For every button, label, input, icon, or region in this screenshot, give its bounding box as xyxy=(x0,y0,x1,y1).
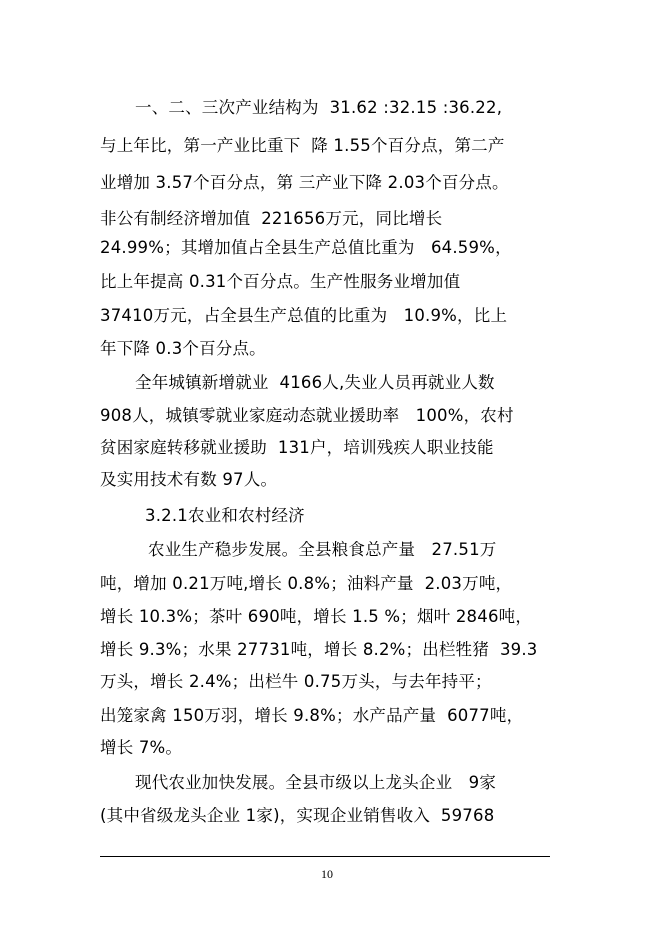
text-line: 一、二、三次产业结构为 31.62 :32.15 :36.22, xyxy=(135,98,503,117)
text-line: 比上年提高 0.31个百分点。生产性服务业增加值 xyxy=(100,272,461,291)
text-line: 908人，城镇零就业家庭动态就业援助率 100%，农村 xyxy=(100,406,514,425)
text-line: 全年城镇新增就业 4166人,失业人员再就业人数 xyxy=(135,373,495,392)
text-line: 增长 9.3%；水果 27731吨，增长 8.2%；出栏牲猪 39.3 xyxy=(100,640,538,659)
text-line: 万头，增长 2.4%；出栏牛 0.75万头，与去年持平； xyxy=(100,672,492,691)
text-line: 37410万元，占全县生产总值的比重为 10.9%，比上 xyxy=(100,306,508,325)
footer-divider xyxy=(100,856,550,857)
text-line: 出笼家禽 150万羽，增长 9.8%；水产品产量 6077吨， xyxy=(100,706,524,725)
text-line: 增长 7%。 xyxy=(100,738,183,757)
text-line: 吨，增加 0.21万吨,增长 0.8%；油料产量 2.03万吨， xyxy=(100,574,513,593)
text-line: 增长 10.3%；茶叶 690吨，增长 1.5 %；烟叶 2846吨， xyxy=(100,607,533,626)
text-line: 现代农业加快发展。全县市级以上龙头企业 9家 xyxy=(135,773,497,792)
text-line: 与上年比，第一产业比重下 降 1.55个百分点，第二产 xyxy=(100,136,505,155)
text-line: 农业生产稳步发展。全县粮食总产量 27.51万 xyxy=(148,540,497,559)
page-number: 10 xyxy=(321,867,333,881)
text-line: 年下降 0.3个百分点。 xyxy=(100,339,266,358)
text-line: 及实用技术有数 97人。 xyxy=(100,470,278,489)
section-heading: 3.2.1农业和农村经济 xyxy=(145,506,305,525)
text-line: 非公有制经济增加值 221656万元，同比增长 xyxy=(100,209,443,228)
text-line: 24.99%；其增加值占全县生产总值比重为 64.59%， xyxy=(100,238,512,257)
text-line: 贫困家庭转移就业援助 131户，培训残疾人职业技能 xyxy=(100,438,494,457)
text-line: 业增加 3.57个百分点，第 三产业下降 2.03个百分点。 xyxy=(100,173,509,192)
text-line: (其中省级龙头企业 1家)，实现企业销售收入 59768 xyxy=(100,806,495,825)
